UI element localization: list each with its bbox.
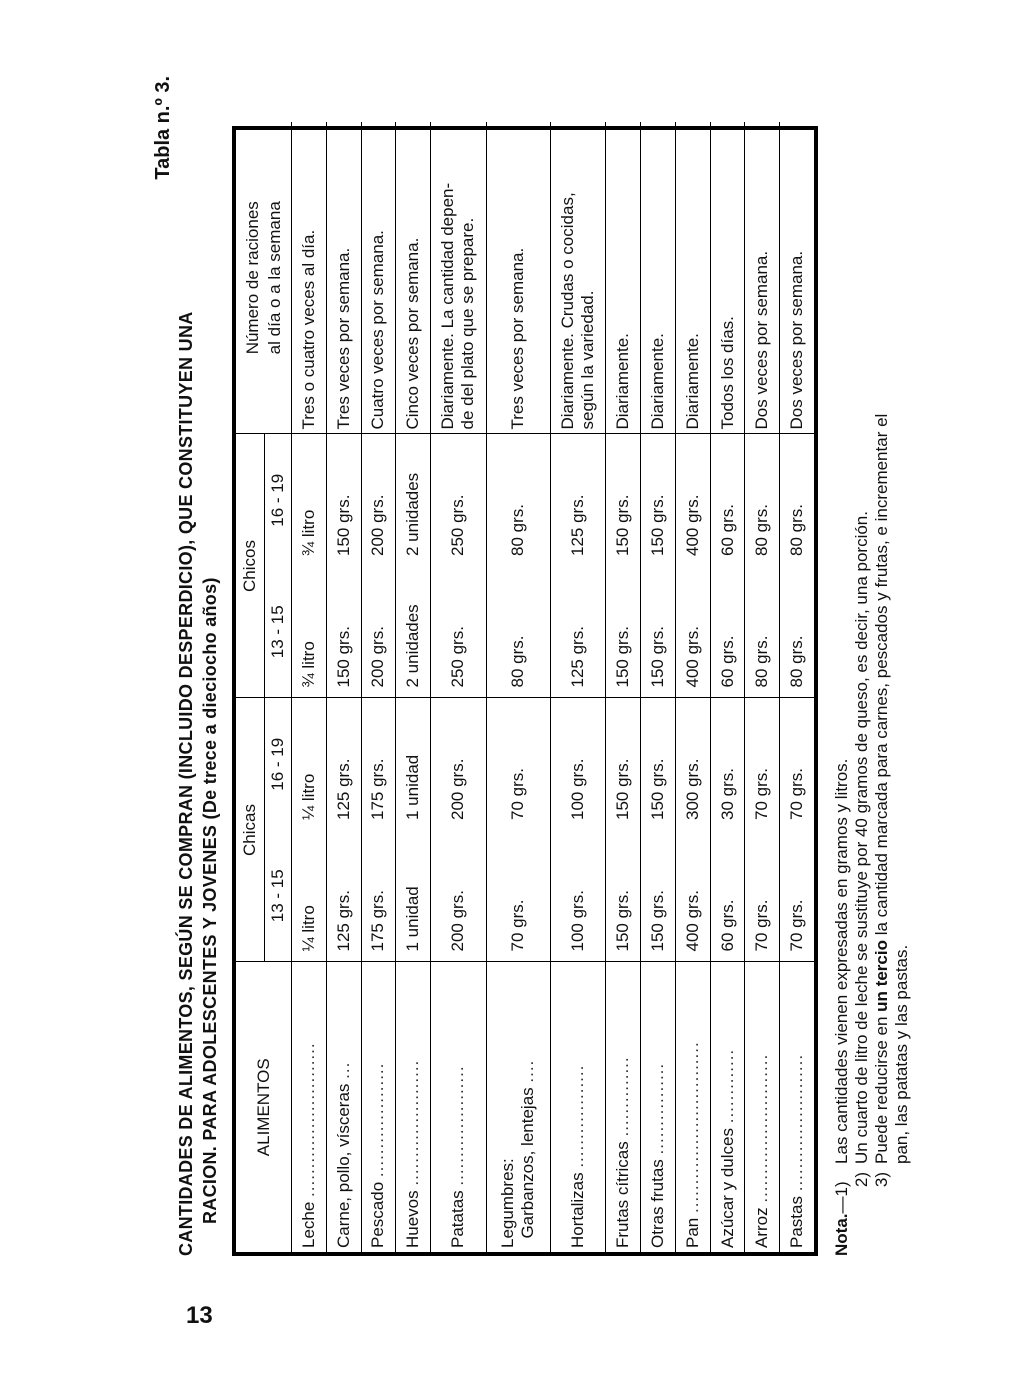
table-row [431, 122, 486, 1252]
table-row [780, 122, 814, 1252]
cell-frequency: Dos veces por semana. [780, 122, 814, 434]
cell-boys-16-19: 150 grs. [326, 434, 361, 566]
row-food: Arroz [752, 1207, 772, 1248]
table-row [606, 122, 641, 1252]
row-food: Pan [682, 1217, 702, 1248]
cell-boys-13-15: 80 grs. [745, 566, 780, 698]
note-1-text: Las cantidades vienen expresadas en gramos y litros. [832, 758, 851, 1164]
title-line-1: CANTIDADES DE ALIMENTOS, SEGÚN SE COMPRAN (INCLUIDO DESPERDICIO), QUE CONSTITUYEN UNA [176, 311, 196, 1256]
cell-frequency: Cinco veces por semana. [396, 122, 431, 434]
row-food: Pastas [787, 1196, 807, 1248]
frequency-line-1: Diariamente. Crudas o cocidas, [558, 192, 578, 430]
header-age-girls-13-15: 13 - 15 [268, 869, 287, 923]
dot-leader: ...................... [403, 1059, 423, 1186]
cell-boys-16-19: 125 grs. [550, 434, 605, 566]
row-food: Frutas cítricas [613, 1141, 633, 1248]
cell-frequency: Diariamente. [675, 122, 710, 434]
table-row [361, 122, 396, 1252]
cell-frequency: Tres veces por semana. [326, 122, 361, 434]
cell-girls-13-15: 70 grs. [486, 830, 550, 962]
cell-frequency: Diariamente. [606, 122, 641, 434]
header-boys: Chicos [236, 434, 265, 698]
cell-boys-13-15: 125 grs. [550, 566, 605, 698]
note-1 [832, 76, 852, 1256]
dot-leader: .............................. [682, 1041, 702, 1214]
portions-table [236, 122, 814, 1252]
frequency-line-2: según la variedad. [578, 290, 598, 430]
cell-frequency: Dos veces por semana. [745, 122, 780, 434]
cell-frequency: Todos los días. [710, 122, 745, 434]
cell-girls-16-19: 100 grs. [550, 698, 605, 830]
row-food: Azúcar y dulces [717, 1128, 737, 1248]
table-row [396, 122, 431, 1252]
row-food: Huevos [403, 1190, 423, 1248]
row-food: Carne, pollo, vísceras [333, 1083, 353, 1248]
row-food: Hortalizas [568, 1172, 588, 1248]
table-frame [232, 126, 818, 1256]
note-3-key: 3) [872, 1172, 891, 1188]
cell-boys-16-19: 150 grs. [606, 434, 641, 566]
cell-boys-13-15: 400 grs. [675, 566, 710, 698]
cell-girls-13-15: 400 grs. [675, 830, 710, 962]
cell-girls-13-15: 150 grs. [641, 830, 676, 962]
cell-boys-16-19: 200 grs. [361, 434, 396, 566]
cell-frequency: Diariamente. [641, 122, 676, 434]
dot-leader: .................. [568, 1064, 588, 1168]
dot-leader: .... [518, 1059, 538, 1083]
table-notes [832, 76, 912, 1256]
cell-boys-16-19: 80 grs. [745, 434, 780, 566]
note-3-part-a: Puede reducirse en [872, 1016, 891, 1164]
table-row [745, 122, 780, 1252]
cell-boys-13-15: 200 grs. [361, 566, 396, 698]
cell-girls-16-19: 300 grs. [675, 698, 710, 830]
dot-leader: ..................... [448, 1065, 468, 1186]
title-line-2: RACION. PARA ADOLESCENTES Y JOVENES (De trece a dieciocho años) [200, 577, 220, 1224]
cell-girls-13-15: 60 grs. [710, 830, 745, 962]
cell-girls-13-15: 150 grs. [606, 830, 641, 962]
header-frequency-line-2: al día o a la semana [264, 201, 284, 355]
row-food: Garbanzos, lentejas [518, 1087, 538, 1239]
page-number: 13 [186, 1302, 213, 1329]
cell-girls-16-19: 70 grs. [486, 698, 550, 830]
table-title [174, 76, 222, 1256]
cell-boys-13-15: 150 grs. [641, 566, 676, 698]
row-food: Leche [298, 1201, 318, 1248]
cell-girls-16-19: 150 grs. [641, 698, 676, 830]
cell-boys-16-19: ¾ litro [292, 434, 327, 566]
dot-leader: ........................... [298, 1042, 318, 1197]
cell-girls-16-19: 200 grs. [431, 698, 486, 830]
cell-boys-13-15: 60 grs. [710, 566, 745, 698]
cell-boys-13-15: 150 grs. [326, 566, 361, 698]
row-food: Otras frutas [647, 1159, 667, 1248]
note-3-bold: un tercio [872, 940, 891, 1012]
row-food: Patatas [448, 1190, 468, 1248]
header-girls: Chicas [236, 698, 265, 962]
dot-leader: .............. [613, 1056, 633, 1137]
row-food-group: Legumbres: [498, 1158, 518, 1248]
table-row [675, 122, 710, 1252]
cell-boys-16-19: 150 grs. [641, 434, 676, 566]
cell-girls-13-15: ¼ litro [292, 830, 327, 962]
dot-leader: ................ [647, 1062, 667, 1155]
note-2 [852, 76, 872, 1256]
dot-leader: .......................... [752, 1053, 772, 1203]
frequency-line-2: de del plato que se prepare. [458, 217, 478, 430]
note-1-key: —1) [832, 1181, 851, 1214]
cell-boys-13-15: ¾ litro [292, 566, 327, 698]
dot-leader: ............. [717, 1048, 737, 1124]
cell-boys-16-19: 80 grs. [486, 434, 550, 566]
header-age-boys-13-15: 13 - 15 [268, 605, 287, 659]
table-label: Tabla n.º 3. [152, 76, 174, 180]
table-row [326, 122, 361, 1252]
cell-girls-13-15: 175 grs. [361, 830, 396, 962]
dot-leader: .................... [368, 1062, 388, 1178]
note-3-part-c: pan, las patatas y las pastas. [892, 944, 911, 1164]
rotated-table-sheet [152, 76, 912, 1256]
cell-boys-13-15: 2 unidades [396, 566, 431, 698]
cell-boys-16-19: 60 grs. [710, 434, 745, 566]
cell-boys-16-19: 400 grs. [675, 434, 710, 566]
cell-boys-13-15: 80 grs. [780, 566, 814, 698]
table-row [550, 122, 605, 1252]
cell-girls-13-15: 1 unidad [396, 830, 431, 962]
cell-girls-13-15: 70 grs. [745, 830, 780, 962]
cell-girls-16-19: 125 grs. [326, 698, 361, 830]
header-frequency [236, 122, 292, 434]
cell-girls-16-19: 70 grs. [780, 698, 814, 830]
table-row [710, 122, 745, 1252]
row-food: Pescado [368, 1181, 388, 1248]
header-age-girls-16-19: 16 - 19 [265, 698, 292, 830]
cell-girls-16-19: 150 grs. [606, 698, 641, 830]
header-food: ALIMENTOS [236, 962, 292, 1252]
cell-frequency: Tres veces por semana. [486, 122, 550, 434]
cell-girls-16-19: 1 unidad [396, 698, 431, 830]
cell-boys-13-15: 80 grs. [486, 566, 550, 698]
cell-frequency [431, 122, 486, 434]
cell-frequency [550, 122, 605, 434]
note-3 [872, 76, 912, 1256]
cell-frequency: Tres o cuatro veces al día. [292, 122, 327, 434]
note-3-text [872, 76, 912, 1164]
cell-boys-16-19: 2 unidades [396, 434, 431, 566]
cell-boys-16-19: 250 grs. [431, 434, 486, 566]
cell-boys-13-15: 150 grs. [606, 566, 641, 698]
note-2-key: 2) [852, 1172, 871, 1188]
cell-girls-13-15: 70 grs. [780, 830, 814, 962]
cell-girls-16-19: 30 grs. [710, 698, 745, 830]
cell-girls-13-15: 125 grs. [326, 830, 361, 962]
frequency-line-1: Diariamente. La cantidad depen- [438, 182, 458, 430]
cell-girls-13-15: 100 grs. [550, 830, 605, 962]
cell-girls-16-19: 70 grs. [745, 698, 780, 830]
cell-girls-13-15: 200 grs. [431, 830, 486, 962]
cell-girls-16-19: ¼ litro [292, 698, 327, 830]
header-frequency-line-1: Número de raciones [242, 201, 262, 355]
table-row [292, 122, 327, 1252]
note-prefix: Nota. [832, 1213, 851, 1256]
dot-leader: ... [333, 1061, 353, 1079]
cell-girls-16-19: 175 grs. [361, 698, 396, 830]
dot-leader: ........................ [787, 1053, 807, 1192]
header-age-boys-16-19: 16 - 19 [268, 473, 287, 527]
cell-frequency: Cuatro veces por semana. [361, 122, 396, 434]
cell-boys-13-15: 250 grs. [431, 566, 486, 698]
note-2-text: Un cuarto de litro de leche se sustituye por 40 gramos de queso, es decir, una porción. [852, 511, 871, 1164]
table-row [486, 122, 550, 1252]
cell-boys-16-19: 80 grs. [780, 434, 814, 566]
note-3-part-b: la cantidad marcada para carnes, pescados y frutas, e incrementar el [872, 413, 891, 936]
table-row [641, 122, 676, 1252]
